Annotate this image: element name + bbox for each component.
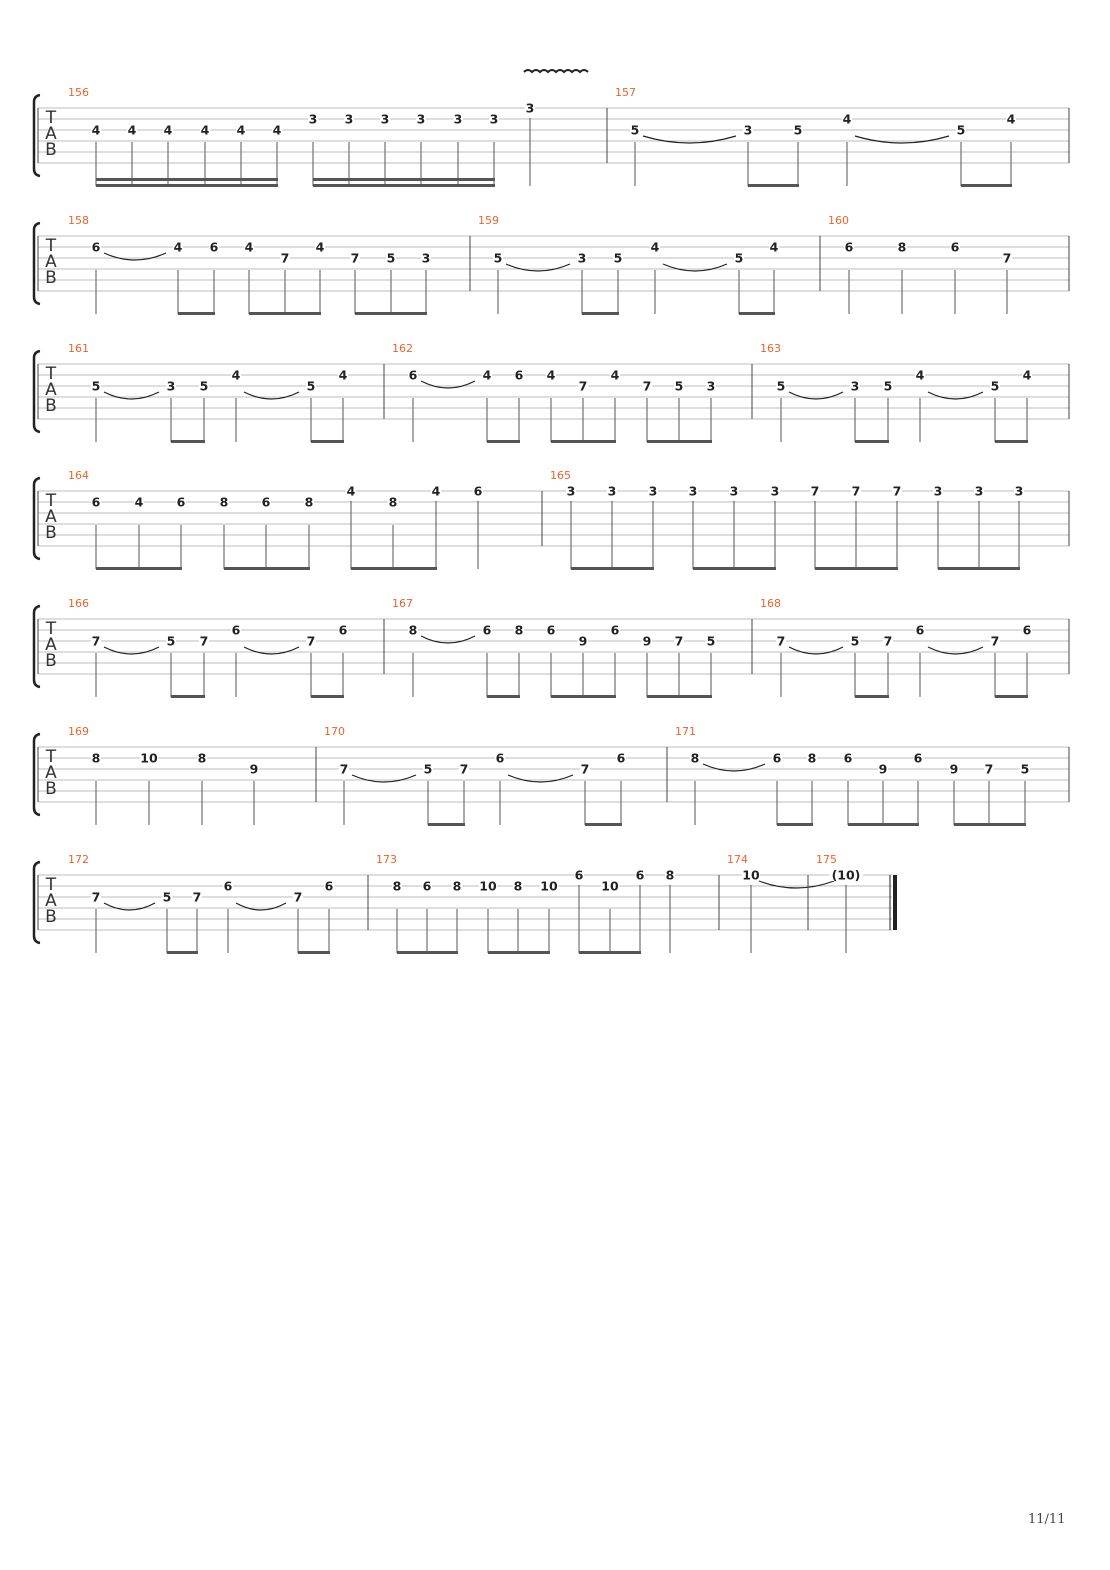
fret-number: 8	[91, 750, 101, 766]
measure-number: 171	[675, 725, 696, 738]
tab-clef-letter: A	[45, 124, 57, 144]
fret-number: 8	[807, 750, 817, 766]
fret-number: 3	[166, 378, 176, 394]
fret-number: 5	[883, 378, 893, 394]
fret-number: 8	[514, 622, 524, 638]
note-beam	[487, 440, 520, 443]
fret-number: 6	[176, 494, 186, 510]
note-beam-secondary	[313, 178, 495, 181]
fret-number: 4	[482, 367, 492, 383]
fret-number: 4	[236, 122, 246, 138]
final-barline-thick	[893, 875, 897, 930]
tie-arc	[789, 392, 843, 399]
fret-number: 6	[913, 750, 923, 766]
measure	[68, 597, 348, 697]
tab-clef-letter: B	[45, 907, 57, 927]
fret-number: 5	[91, 378, 101, 394]
tie-arc	[703, 764, 765, 771]
tie-arc	[236, 903, 286, 910]
fret-number: 9	[578, 633, 588, 649]
page-number: 11/11	[1028, 1512, 1066, 1527]
fret-number: 7	[851, 483, 861, 499]
note-beam	[647, 440, 712, 443]
note-beam	[355, 312, 427, 315]
fret-number: 7	[776, 633, 786, 649]
fret-number: 8	[513, 878, 523, 894]
fret-number: 10	[540, 878, 558, 894]
measure	[808, 853, 863, 953]
note-beam-secondary	[96, 178, 278, 181]
fret-number: 9	[949, 761, 959, 777]
fret-number: 3	[308, 111, 318, 127]
fret-number: 5	[956, 122, 966, 138]
note-beam	[298, 951, 330, 954]
fret-number: 10	[742, 867, 760, 883]
fret-number: 3	[688, 483, 698, 499]
tab-clef-letter: A	[45, 507, 57, 527]
fret-number: 7	[91, 633, 101, 649]
fret-number: 3	[1014, 483, 1024, 499]
fret-number: 5	[674, 378, 684, 394]
fret-number: 7	[580, 761, 590, 777]
tie-arc	[759, 881, 834, 888]
tie-arc	[104, 647, 159, 654]
tab-clef-letter: T	[45, 236, 57, 256]
measure	[752, 597, 1032, 697]
fret-number: 3	[850, 378, 860, 394]
note-beam	[848, 823, 919, 826]
fret-number: 3	[933, 483, 943, 499]
fret-number: 4	[1006, 111, 1016, 127]
fret-number: 6	[231, 622, 241, 638]
fret-number: 8	[690, 750, 700, 766]
fret-number: 7	[883, 633, 893, 649]
tab-system	[34, 70, 1069, 186]
fret-number: 4	[127, 122, 137, 138]
system-bracket	[34, 606, 40, 687]
tab-system	[34, 214, 1069, 314]
fret-number: 6	[261, 494, 271, 510]
tab-clef-letter: B	[45, 396, 57, 416]
fret-number: 6	[324, 878, 334, 894]
fret-number: 4	[173, 239, 183, 255]
fret-number: 3	[566, 483, 576, 499]
fret-number: 4	[315, 239, 325, 255]
measure	[68, 725, 259, 825]
tab-clef-letter: A	[45, 763, 57, 783]
measure	[470, 214, 779, 314]
tie-arc	[421, 636, 475, 643]
note-beam	[855, 695, 889, 698]
fret-number: 3	[729, 483, 739, 499]
tie-arc	[643, 136, 736, 143]
fret-number: 6	[495, 750, 505, 766]
tab-clef-letter: B	[45, 140, 57, 160]
fret-number: 7	[306, 633, 316, 649]
note-beam	[582, 312, 619, 315]
tab-clef-letter: T	[45, 364, 57, 384]
fret-number: 6	[408, 367, 418, 383]
fret-number: 3	[648, 483, 658, 499]
measure	[384, 597, 716, 697]
tab-clef-letter: T	[45, 491, 57, 511]
fret-number: 5	[850, 633, 860, 649]
fret-number: 5	[776, 378, 786, 394]
fret-number: 3	[525, 100, 535, 116]
tie-arc	[104, 253, 166, 260]
tab-clef-letter: B	[45, 523, 57, 543]
fret-number: 4	[163, 122, 173, 138]
fret-number: 3	[421, 250, 431, 266]
system-bracket	[34, 95, 40, 176]
fret-number: 6	[338, 622, 348, 638]
fret-number: 8	[408, 622, 418, 638]
fret-number: 6	[843, 750, 853, 766]
fret-number: 7	[642, 378, 652, 394]
measure-number: 165	[550, 469, 571, 482]
measure-number: 164	[68, 469, 89, 482]
tie-arc	[352, 775, 416, 782]
fret-number: 7	[984, 761, 994, 777]
note-beam	[571, 567, 654, 570]
fret-number: 10	[601, 878, 619, 894]
fret-number: 5	[706, 633, 716, 649]
fret-number: 4	[546, 367, 556, 383]
tab-clef-letter: A	[45, 380, 57, 400]
fret-number: 8	[304, 494, 314, 510]
note-beam	[96, 567, 182, 570]
note-beam	[815, 567, 898, 570]
tab-clef-letter: T	[45, 108, 57, 128]
tab-system	[34, 469, 1069, 569]
note-beam	[954, 823, 1026, 826]
measure-number: 157	[615, 86, 636, 99]
system-bracket	[34, 478, 40, 559]
tie-arc	[663, 264, 727, 271]
note-beam	[748, 184, 799, 187]
fret-number: 3	[380, 111, 390, 127]
tie-arc	[104, 392, 159, 399]
fret-number: 10	[140, 750, 158, 766]
fret-number: 7	[1002, 250, 1012, 266]
fret-number: 3	[770, 483, 780, 499]
fret-number: 8	[388, 494, 398, 510]
fret-number: 6	[844, 239, 854, 255]
fret-number: 5	[493, 250, 503, 266]
measure	[316, 725, 626, 825]
note-beam	[647, 695, 712, 698]
fret-number: 4	[338, 367, 348, 383]
fret-number: 3	[344, 111, 354, 127]
fret-number: 3	[607, 483, 617, 499]
measure-number: 169	[68, 725, 89, 738]
note-beam	[693, 567, 776, 570]
fret-number: 6	[772, 750, 782, 766]
measure	[719, 853, 834, 953]
fret-number: 4	[610, 367, 620, 383]
fret-number: 3	[453, 111, 463, 127]
fret-number: 3	[974, 483, 984, 499]
system-bracket	[34, 351, 40, 432]
fret-number: 5	[199, 378, 209, 394]
note-beam	[171, 440, 205, 443]
fret-number: 8	[392, 878, 402, 894]
measure-number: 175	[816, 853, 837, 866]
measure	[752, 342, 1032, 442]
measure-number: 167	[392, 597, 413, 610]
fret-number: 5	[386, 250, 396, 266]
vibrato-mark	[524, 70, 588, 72]
measure	[68, 342, 348, 442]
note-beam	[551, 695, 616, 698]
measure	[667, 725, 1030, 825]
fret-number: 6	[223, 878, 233, 894]
measure-number: 173	[376, 853, 397, 866]
fret-number: 5	[166, 633, 176, 649]
fret-number: 6	[574, 867, 584, 883]
measure-number: 174	[727, 853, 748, 866]
measure-number: 158	[68, 214, 89, 227]
fret-number: 4	[842, 111, 852, 127]
tie-arc	[244, 392, 299, 399]
fret-number: 6	[616, 750, 626, 766]
note-beam	[178, 312, 215, 315]
measure	[607, 86, 1016, 186]
fret-number: 6	[950, 239, 960, 255]
note-beam	[96, 184, 278, 187]
measure-number: 159	[478, 214, 499, 227]
fret-number: 4	[272, 122, 282, 138]
fret-number: 5	[734, 250, 744, 266]
fret-number: 5	[306, 378, 316, 394]
tab-clef-letter: A	[45, 252, 57, 272]
note-beam	[351, 567, 437, 570]
measure	[68, 853, 334, 953]
tie-arc	[244, 647, 299, 654]
fret-number: 7	[810, 483, 820, 499]
fret-number: 7	[91, 889, 101, 905]
measure-number: 170	[324, 725, 345, 738]
measure-number: 161	[68, 342, 89, 355]
note-beam	[551, 440, 616, 443]
note-beam	[171, 695, 205, 698]
fret-number: 7	[892, 483, 902, 499]
fret-number: 6	[1022, 622, 1032, 638]
fret-number: 3	[577, 250, 587, 266]
note-beam	[249, 312, 321, 315]
tie-arc	[928, 392, 983, 399]
measure	[368, 853, 675, 953]
fret-number: 8	[665, 867, 675, 883]
measure-number: 160	[828, 214, 849, 227]
fret-number: 4	[91, 122, 101, 138]
tab-system	[34, 725, 1069, 825]
fret-number: 8	[452, 878, 462, 894]
fret-number: 7	[350, 250, 360, 266]
fret-number: 7	[578, 378, 588, 394]
measure-number: 163	[760, 342, 781, 355]
fret-number: 6	[915, 622, 925, 638]
tab-clef-letter: B	[45, 651, 57, 671]
note-beam	[579, 951, 641, 954]
fret-number: 6	[91, 239, 101, 255]
fret-number: 5	[613, 250, 623, 266]
tie-arc	[789, 647, 843, 654]
fret-number: 9	[249, 761, 259, 777]
note-beam	[938, 567, 1020, 570]
note-beam	[995, 440, 1028, 443]
measure-number: 168	[760, 597, 781, 610]
fret-number: 7	[280, 250, 290, 266]
measure	[384, 342, 716, 442]
tie-arc	[421, 381, 475, 388]
fret-number: 4	[134, 494, 144, 510]
system-bracket	[34, 862, 40, 943]
fret-number: 7	[199, 633, 209, 649]
fret-number: 4	[244, 239, 254, 255]
tie-arc	[855, 136, 949, 143]
fret-number: 4	[346, 483, 356, 499]
note-beam	[428, 823, 465, 826]
tie-arc	[508, 775, 573, 782]
note-beam	[313, 184, 495, 187]
tie-arc	[506, 264, 570, 271]
note-beam	[224, 567, 310, 570]
note-beam	[855, 440, 889, 443]
fret-number: 3	[489, 111, 499, 127]
tab-clef-letter: B	[45, 268, 57, 288]
note-beam	[167, 951, 198, 954]
tab-clef-letter: T	[45, 747, 57, 767]
fret-number: 7	[459, 761, 469, 777]
note-beam	[739, 312, 775, 315]
tab-system	[34, 342, 1069, 442]
fret-number: 6	[91, 494, 101, 510]
measure	[68, 469, 483, 569]
fret-number: 5	[423, 761, 433, 777]
fret-number: 9	[642, 633, 652, 649]
fret-number: 6	[482, 622, 492, 638]
fret-number: 3	[743, 122, 753, 138]
fret-number: 7	[674, 633, 684, 649]
fret-number: 10	[479, 878, 497, 894]
fret-number: 4	[769, 239, 779, 255]
measure	[820, 214, 1012, 314]
fret-number: 6	[422, 878, 432, 894]
fret-number: 3	[706, 378, 716, 394]
fret-number: 9	[878, 761, 888, 777]
fret-number: 5	[162, 889, 172, 905]
note-beam	[777, 823, 813, 826]
fret-number: 5	[1020, 761, 1030, 777]
tab-system	[34, 597, 1069, 697]
fret-number: 8	[219, 494, 229, 510]
fret-number: 3	[416, 111, 426, 127]
note-beam	[961, 184, 1012, 187]
measure	[68, 70, 588, 186]
system-bracket	[34, 223, 40, 304]
measure-number: 172	[68, 853, 89, 866]
measure	[542, 469, 1024, 569]
note-beam	[397, 951, 458, 954]
tie-arc	[104, 903, 155, 910]
fret-number: 7	[293, 889, 303, 905]
note-beam	[487, 695, 520, 698]
measure	[68, 214, 431, 314]
note-beam	[488, 951, 550, 954]
fret-number: 5	[793, 122, 803, 138]
fret-number: 7	[990, 633, 1000, 649]
measure-number: 162	[392, 342, 413, 355]
fret-number: 6	[514, 367, 524, 383]
fret-number: 5	[990, 378, 1000, 394]
fret-number: 8	[197, 750, 207, 766]
fret-number: (10)	[831, 867, 861, 883]
tab-clef-letter: A	[45, 891, 57, 911]
measure-number: 156	[68, 86, 89, 99]
tab-system	[34, 853, 897, 953]
tab-clef-letter: B	[45, 779, 57, 799]
fret-number: 8	[897, 239, 907, 255]
fret-number: 4	[650, 239, 660, 255]
fret-number: 4	[431, 483, 441, 499]
fret-number: 7	[192, 889, 202, 905]
fret-number: 6	[209, 239, 219, 255]
fret-number: 5	[630, 122, 640, 138]
tie-arc	[928, 647, 983, 654]
fret-number: 4	[231, 367, 241, 383]
measure-number: 166	[68, 597, 89, 610]
system-bracket	[34, 734, 40, 815]
fret-number: 4	[915, 367, 925, 383]
tab-clef-letter: A	[45, 635, 57, 655]
tab-clef-letter: T	[45, 875, 57, 895]
note-beam	[311, 440, 344, 443]
note-beam	[585, 823, 622, 826]
fret-number: 6	[635, 867, 645, 883]
fret-number: 4	[1022, 367, 1032, 383]
note-beam	[311, 695, 344, 698]
fret-number: 4	[200, 122, 210, 138]
fret-number: 6	[546, 622, 556, 638]
note-beam	[995, 695, 1028, 698]
fret-number: 6	[473, 483, 483, 499]
fret-number: 6	[610, 622, 620, 638]
fret-number: 7	[339, 761, 349, 777]
tab-clef-letter: T	[45, 619, 57, 639]
